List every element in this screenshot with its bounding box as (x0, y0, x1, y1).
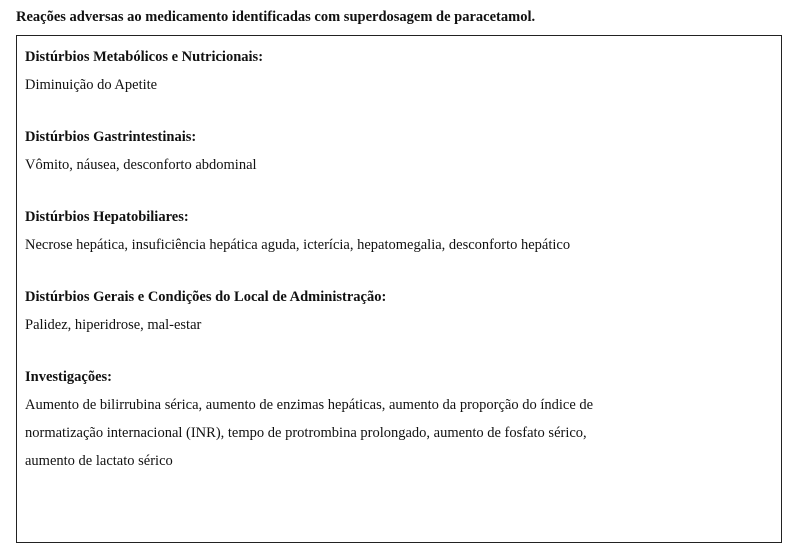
adverse-reactions-box (16, 35, 782, 543)
section-heading: Distúrbios Gerais e Condições do Local de Administração: (25, 289, 387, 305)
section-heading: Distúrbios Metabólicos e Nutricionais: (25, 49, 264, 65)
section-text: Palidez, hiperidrose, mal-estar (25, 317, 202, 333)
section-text-line-2: normatização internacional (INR), tempo de protrombina prolongado, aumento de fosfato sérico, (25, 425, 587, 441)
section-text: Necrose hepática, insuficiência hepática aguda, icterícia, hepatomegalia, desconforto hepático (25, 237, 571, 253)
section-text-line-1: Aumento de bilirrubina sérica, aumento de enzimas hepáticas, aumento da proporção do índice de (25, 397, 594, 413)
section-heading: Distúrbios Gastrintestinais: (25, 129, 197, 145)
section-gastrointestinal (25, 123, 781, 179)
section-hepatobiliary (25, 203, 781, 259)
section-metabolic (25, 43, 781, 99)
section-text: Vômito, náusea, desconforto abdominal (25, 157, 257, 173)
section-heading: Investigações: (25, 369, 112, 385)
section-heading: Distúrbios Hepatobiliares: (25, 209, 189, 225)
section-text: Diminuição do Apetite (25, 77, 158, 93)
section-general (25, 283, 781, 339)
section-investigations (25, 363, 781, 475)
document-title: Reações adversas ao medicamento identificadas com superdosagem de paracetamol. (16, 9, 536, 25)
section-text-line-3: aumento de lactato sérico (25, 453, 173, 469)
